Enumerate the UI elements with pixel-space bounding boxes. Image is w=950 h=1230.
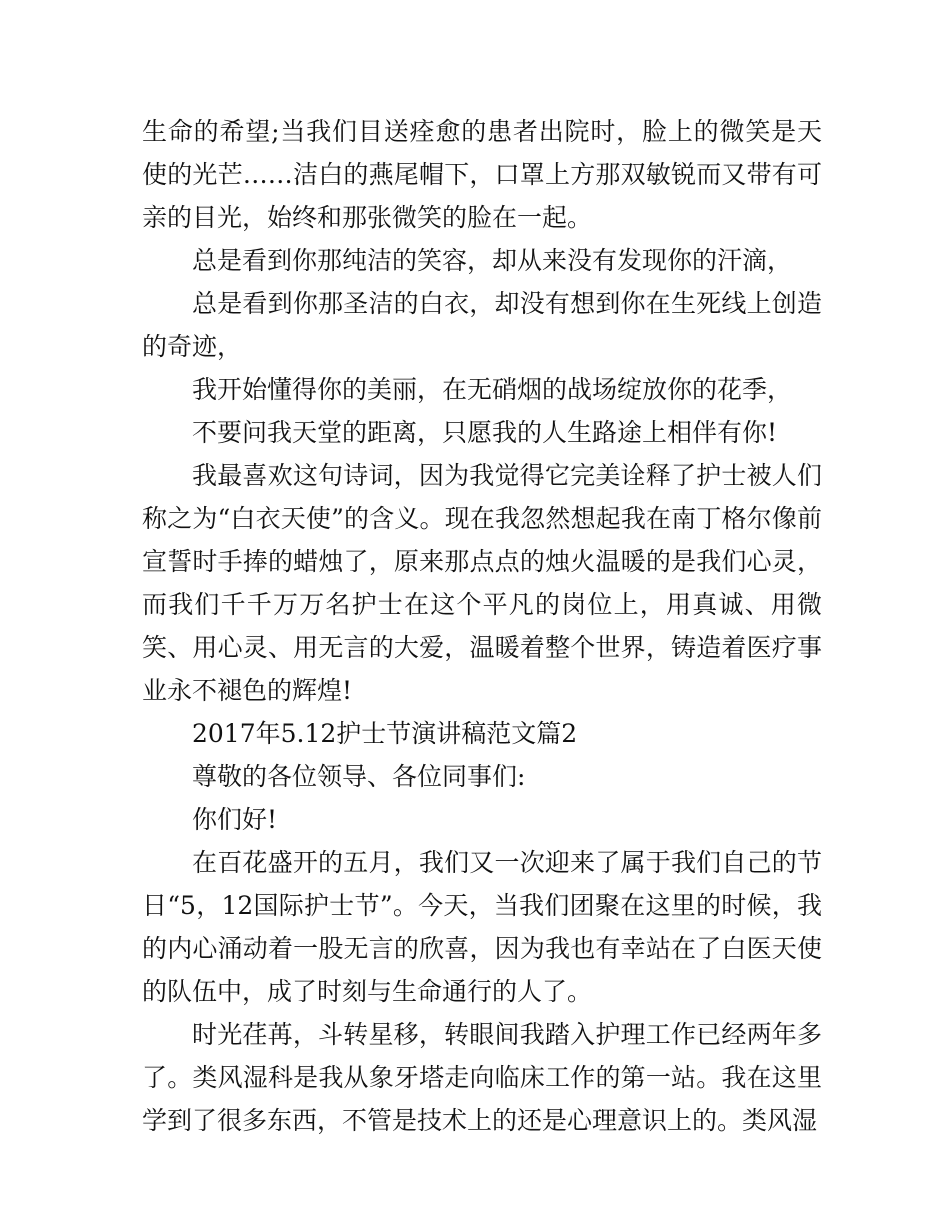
document-body: [142, 110, 822, 1142]
greeting: 你们好!: [192, 805, 278, 834]
poem-line-3: 我开始懂得你的美丽，在无硝烟的战场绽放你的花季，: [192, 375, 793, 404]
poem-line-4: 不要问我天堂的距离，只愿我的人生路途上相伴有你!: [192, 418, 778, 447]
salutation: 尊敬的各位领导、各位同事们:: [192, 762, 526, 791]
paragraph-continuation: 生命的希望;当我们目送痊愈的患者出院时，脸上的微笑是天使的光芒……洁白的燕尾帽下，口罩上方那双敏锐而又带有可亲的目光，始终和那张微笑的脸在一起。: [142, 117, 822, 232]
paragraph-opening: 在百花盛开的五月，我们又一次迎来了属于我们自己的节日“5，12国际护士节”。今天，当我们团聚在这里的时候，我的内心涌动着一股无言的欣喜，因为我也有幸站在了白医天使的队伍中，成了时刻与生命通行的人了。: [142, 848, 822, 1006]
paragraph-experience: 时光荏苒，斗转星移，转眼间我踏入护理工作已经两年多了。类风湿科是我从象牙塔走向临床工作的第一站。我在这里学到了很多东西，不管是技术上的还是心理意识上的。类风湿: [142, 1020, 822, 1135]
poem-line-1: 总是看到你那纯洁的笑容，却从来没有发现你的汗滴，: [192, 246, 793, 275]
paragraph-reflection: 我最喜欢这句诗词，因为我觉得它完美诠释了护士被人们称之为“白衣天使”的含义。现在我忽然想起我在南丁格尔像前宣誓时手捧的蜡烛了，原来那点点的烛火温暖的是我们心灵，而我们千千万万名护士在这个平凡的岗位上，用真诚、用微笑、用心灵、用无言的大爱，温暖着整个世界，铸造着医疗事业永不褪色的辉煌!: [142, 461, 822, 705]
section-heading: 2017年5.12护士节演讲稿范文篇2: [192, 719, 578, 748]
poem-line-2: 总是看到你那圣洁的白衣，却没有想到你在生死线上创造的奇迹，: [142, 289, 822, 361]
